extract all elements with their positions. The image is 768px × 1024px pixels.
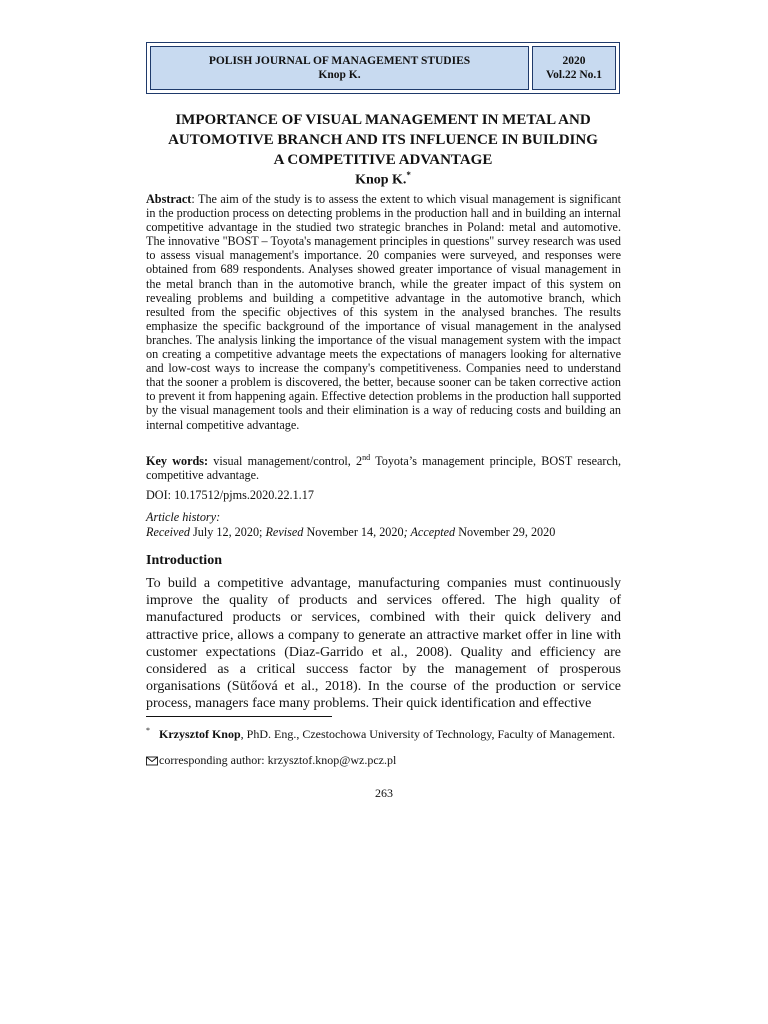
corresponding-text: corresponding author: krzysztof.knop@wz.pcz.pl xyxy=(159,753,397,767)
header-journal-box xyxy=(150,46,529,90)
header-author: Knop K. xyxy=(318,69,361,81)
title-line-1: IMPORTANCE OF VISUAL MANAGEMENT IN METAL AND xyxy=(175,112,591,128)
paper-title xyxy=(146,110,620,170)
footnote-name: Krzysztof Knop xyxy=(159,727,241,741)
abstract-label: Abstract xyxy=(146,192,192,206)
header-year: 2020 xyxy=(562,55,586,67)
page-number: 263 xyxy=(375,786,393,800)
article-history xyxy=(146,510,555,539)
received-date: July 12, 2020; xyxy=(189,524,266,539)
author-name: Knop K. xyxy=(355,172,407,188)
header-volume: Vol.22 No.1 xyxy=(545,69,603,81)
keywords-superscript: nd xyxy=(362,453,371,462)
doi: DOI: 10.17512/pjms.2020.22.1.17 xyxy=(146,488,314,502)
history-label: Article history: xyxy=(146,510,221,524)
introduction-text: To build a competitive advantage, manufacturing companies must continuously improve the quality of products and services offered. The high quality of manufactured products or services, combined with their quick delivery and attractive price, allows a company to generate an attractive market offer in line with customer expectations (Diaz-Garrido et al., 2008). Quality and efficiency are considered as a critical success factor by the management of prosperous organisations (Sütőová et al., 2018). In the course of the production or service process, managers face many problems. Their quick identification and effective xyxy=(146,576,621,712)
revised-label: Revised xyxy=(265,524,304,539)
title-line-3: A COMPETITIVE ADVANTAGE xyxy=(273,152,493,168)
keywords-label: Key words: xyxy=(146,454,209,469)
keywords-text-after: Toyota’s management principle, BOST research, competitive advantage. xyxy=(146,454,621,483)
title-line-2: AUTOMOTIVE BRANCH AND ITS INFLUENCE IN BUILDING xyxy=(168,132,598,148)
keywords-text-before: visual management/control, 2 xyxy=(208,454,363,469)
revised-date: November 14, 2020 xyxy=(303,524,404,539)
accepted-label: ; Accepted xyxy=(403,524,456,539)
keywords xyxy=(146,451,621,482)
footnote-marker: * xyxy=(146,726,150,735)
accepted-date: November 29, 2020 xyxy=(455,524,556,539)
received-label: Received xyxy=(146,524,190,539)
introduction-heading: Introduction xyxy=(146,553,222,568)
corresponding-author xyxy=(146,753,396,768)
journal-name: POLISH JOURNAL OF MANAGEMENT STUDIES xyxy=(208,55,471,67)
footnote-divider xyxy=(146,716,332,717)
envelope-icon xyxy=(146,756,158,766)
footnote-text: , PhD. Eng., Czestochowa University of Technology, Faculty of Management. xyxy=(240,727,616,741)
abstract xyxy=(146,192,621,432)
abstract-text: : The aim of the study is to assess the extent to which visual management is significant in the production process on detecting problems in the production hall and in building an internal competitive advantage in the studied two strategic branches in Poland: metal and automotive. The innovative "BOST – Toyota's management principles in questions" survey research was used to assess visual management's importance. 20 companies were surveyed, and responses were obtained from 689 respondents. Analyses showed greater importance of visual management in the metal branch than in the automotive branch, while the greater impact of this system on revealing problems and building a competitive advantage in the automotive branch, which resulted from the specific objectives of this system in the analysed branches. The results emphasize the specific background of the importance of visual management in the analysed branches. The analysis linking the importance of the visual management system with the impact on creating a competitive advantage meets the expectations of managers looking for alternative and low-cost ways to increase the company's competitiveness. Companies need to understand that the sooner a problem is discovered, the better, because sooner can be taken corrective action to prevent it from happening again. Effective detection problems in the production hall supported by the visual management tools and their elimination is a way of reducing costs and building an internal competitive advantage. xyxy=(146,192,621,432)
journal-header xyxy=(146,42,620,94)
footnote xyxy=(146,724,621,741)
header-issue-box xyxy=(532,46,616,90)
author-marker: * xyxy=(406,170,411,180)
paper-author xyxy=(146,170,620,189)
